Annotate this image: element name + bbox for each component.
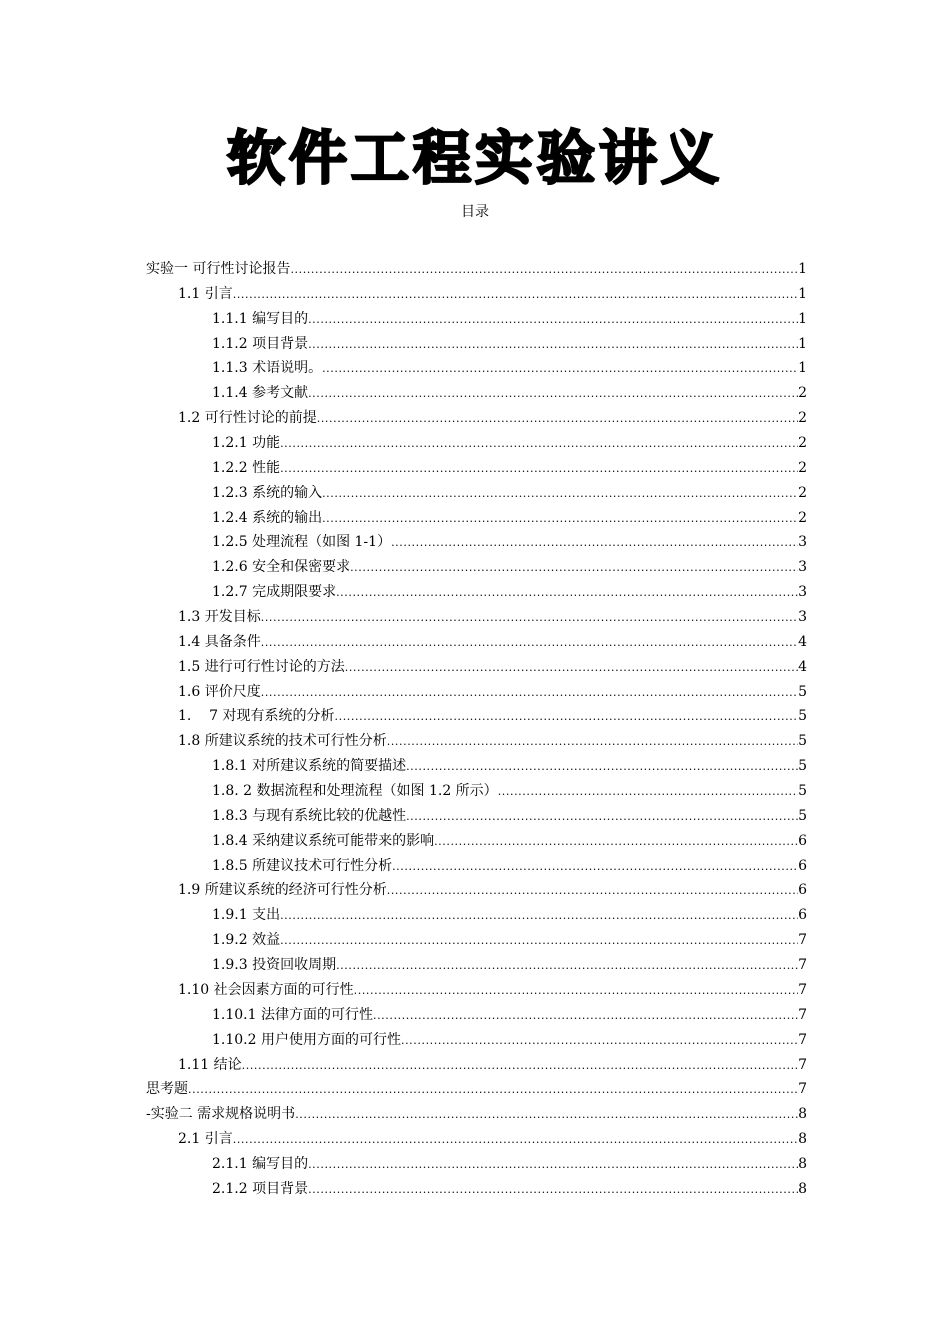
toc-entry-title: 1.2.2 性能: [212, 459, 281, 476]
toc-dot-leader: [354, 979, 798, 1003]
toc-entry-page: 7: [798, 1056, 807, 1073]
toc-entry-title: 1.2.5 处理流程（如图 1-1）: [212, 534, 392, 551]
toc-entry-page: 8: [798, 1155, 807, 1172]
toc-entry-page: 6: [798, 832, 807, 849]
toc-dot-leader: [233, 283, 798, 307]
toc-entry-page: 7: [798, 957, 807, 974]
page-title: 软件工程实验讲义: [226, 124, 723, 192]
toc-dot-leader: [336, 581, 798, 605]
toc-entry-title: -实验二 需求规格说明书: [146, 1106, 296, 1123]
toc-entry-page: 7: [798, 932, 807, 949]
toc-entry-page: 5: [798, 758, 807, 775]
toc-entry-page: 3: [798, 534, 807, 551]
toc-dot-leader: [308, 382, 798, 406]
toc-dot-leader: [322, 507, 798, 531]
toc-dot-leader: [317, 407, 798, 431]
toc-entry[interactable]: [146, 456, 807, 481]
toc-entry-title: 1.1.3 术语说明。: [212, 360, 323, 377]
toc-entry-page: 2: [798, 435, 807, 452]
toc-entry-title: 1.9.2 效益: [212, 932, 281, 949]
toc-entry-page: 8: [798, 1180, 807, 1197]
toc-entry-title: 1.8.3 与现有系统比较的优越性: [212, 807, 407, 824]
toc-entry-page: 3: [798, 559, 807, 576]
toc-entry[interactable]: [146, 1152, 807, 1177]
toc-entry-title: 1.8 所建议系统的技术可行性分析: [178, 733, 387, 750]
toc-dot-leader: [350, 556, 798, 580]
toc-dot-leader: [335, 705, 799, 729]
toc-dot-leader: [295, 1103, 798, 1127]
toc-entry-title: 1.1.2 项目背景: [212, 335, 309, 352]
toc-dot-leader: [308, 333, 798, 357]
toc-dot-leader: [188, 1078, 798, 1102]
toc-entry[interactable]: [146, 978, 807, 1003]
toc-entry-page: 8: [798, 1106, 807, 1123]
toc-entry[interactable]: [146, 332, 807, 357]
toc-entry-title: 1.10 社会因素方面的可行性: [178, 981, 354, 998]
toc-entry-page: 2: [798, 410, 807, 427]
toc-entry[interactable]: [146, 729, 807, 754]
toc-entry-title: 1.5 进行可行性讨论的方法: [178, 658, 345, 675]
toc-entry-title: 1.9.3 投资回收周期: [212, 957, 337, 974]
toc-dot-leader: [261, 631, 798, 655]
toc-entry-title: 1.2.4 系统的输出: [212, 509, 323, 526]
toc-entry-title: 1.2 可行性讨论的前提: [178, 410, 317, 427]
toc-entry-page: 7: [798, 981, 807, 998]
toc-entry-title: 1.1.1 编写目的: [212, 310, 309, 327]
toc-entry-title: 1.4 具备条件: [178, 633, 261, 650]
toc-entry-page: 2: [798, 459, 807, 476]
toc-entry[interactable]: [146, 704, 807, 729]
toc-entry-page: 6: [798, 857, 807, 874]
toc-entry-title: 1.10.1 法律方面的可行性: [212, 1006, 373, 1023]
toc-dot-leader: [261, 606, 798, 630]
toc-dot-leader: [308, 1153, 798, 1177]
table-of-contents: [146, 257, 807, 1202]
toc-entry-title: 1.8.1 对所建议系统的简要描述: [212, 758, 407, 775]
toc-entry-page: 4: [798, 658, 807, 675]
toc-dot-leader: [233, 1128, 798, 1152]
toc-entry[interactable]: [146, 257, 807, 282]
toc-entry-title: 1.6 评价尺度: [178, 683, 261, 700]
toc-entry-title: 1.8. 2 数据流程和处理流程（如图 1.2 所示）: [212, 783, 498, 800]
toc-dot-leader: [322, 357, 798, 381]
toc-entry[interactable]: [146, 655, 807, 680]
toc-dot-leader: [280, 457, 798, 481]
toc-entry-title: 1.10.2 用户使用方面的可行性: [212, 1031, 401, 1048]
toc-dot-leader: [498, 780, 798, 804]
toc-entry-page: 7: [798, 1031, 807, 1048]
toc-entry[interactable]: [146, 580, 807, 605]
toc-entry-page: 1: [798, 261, 807, 277]
toc-dot-leader: [406, 805, 798, 829]
toc-entry-page: 7: [798, 1081, 807, 1098]
toc-entry[interactable]: [146, 804, 807, 829]
toc-dot-leader: [322, 482, 798, 506]
toc-entry[interactable]: [146, 854, 807, 879]
toc-entry-page: 5: [798, 708, 807, 725]
toc-entry[interactable]: [146, 953, 807, 978]
toc-dot-leader: [308, 1178, 798, 1202]
toc-entry-title: 2.1.2 项目背景: [212, 1180, 309, 1197]
toc-entry[interactable]: [146, 481, 807, 506]
toc-entry-page: 5: [798, 733, 807, 750]
toc-entry-title: 1.1 引言: [178, 285, 233, 302]
toc-entry-title: 1.2.7 完成期限要求: [212, 584, 337, 601]
toc-entry[interactable]: [146, 530, 807, 555]
toc-dot-leader: [391, 531, 798, 555]
toc-entry[interactable]: [146, 406, 807, 431]
toc-dot-leader: [434, 830, 798, 854]
toc-entry-page: 8: [798, 1131, 807, 1148]
toc-entry-page: 6: [798, 907, 807, 924]
toc-dot-leader: [373, 1004, 798, 1028]
toc-entry[interactable]: [146, 1102, 807, 1127]
toc-entry-page: 1: [798, 360, 807, 377]
toc-entry-title: 1.11 结论: [178, 1056, 242, 1073]
toc-entry-title: 1.1.4 参考文献: [212, 385, 309, 402]
toc-entry[interactable]: [146, 903, 807, 928]
toc-entry-page: 7: [798, 1006, 807, 1023]
toc-entry-page: 3: [798, 609, 807, 626]
toc-dot-leader: [280, 432, 798, 456]
toc-entry[interactable]: [146, 1028, 807, 1053]
toc-entry-page: 6: [798, 882, 807, 899]
toc-dot-leader: [345, 656, 798, 680]
toc-entry[interactable]: [146, 1053, 807, 1078]
toc-dot-leader: [387, 879, 798, 903]
toc-entry-page: 5: [798, 783, 807, 800]
toc-entry-title: 1.9.1 支出: [212, 907, 281, 924]
toc-dot-leader: [387, 730, 798, 754]
toc-entry[interactable]: [146, 605, 807, 630]
toc-dot-leader: [406, 755, 798, 779]
toc-entry-title: 1.9 所建议系统的经济可行性分析: [178, 882, 387, 899]
toc-entry[interactable]: [146, 829, 807, 854]
toc-entry[interactable]: [146, 431, 807, 456]
toc-entry-page: 2: [798, 385, 807, 402]
toc-entry[interactable]: [146, 307, 807, 332]
toc-dot-leader: [290, 258, 798, 282]
toc-entry-title: 2.1 引言: [178, 1131, 233, 1148]
toc-dot-leader: [392, 855, 798, 879]
toc-heading: 目录: [461, 204, 489, 220]
toc-entry[interactable]: [146, 630, 807, 655]
toc-entry[interactable]: [146, 754, 807, 779]
toc-entry-title: 1.2.1 功能: [212, 435, 281, 452]
toc-entry-title: 2.1.1 编写目的: [212, 1155, 309, 1172]
toc-entry-page: 1: [798, 335, 807, 352]
toc-entry-title: 实验一 可行性讨论报告: [146, 261, 291, 277]
toc-entry[interactable]: [146, 928, 807, 953]
toc-entry-page: 1: [798, 310, 807, 327]
toc-entry[interactable]: [146, 680, 807, 705]
toc-entry-page: 2: [798, 484, 807, 501]
toc-entry[interactable]: [146, 555, 807, 580]
toc-entry-title: 1.2.6 安全和保密要求: [212, 559, 351, 576]
toc-entry-title: 1.8.5 所建议技术可行性分析: [212, 857, 393, 874]
toc-dot-leader: [261, 681, 798, 705]
toc-entry[interactable]: [146, 506, 807, 531]
toc-entry-title: 1.2.3 系统的输入: [212, 484, 323, 501]
toc-entry[interactable]: [146, 282, 807, 307]
toc-dot-leader: [280, 904, 798, 928]
toc-dot-leader: [308, 308, 798, 332]
toc-entry-page: 5: [798, 807, 807, 824]
toc-entry[interactable]: [146, 1177, 807, 1202]
toc-entry-title: 1. 7 对现有系统的分析: [178, 708, 335, 725]
toc-entry-page: 1: [798, 285, 807, 302]
toc-dot-leader: [280, 929, 798, 953]
toc-dot-leader: [401, 1029, 798, 1053]
toc-entry-page: 4: [798, 633, 807, 650]
toc-entry-title: 1.3 开发目标: [178, 609, 261, 626]
toc-entry[interactable]: [146, 381, 807, 406]
toc-dot-leader: [336, 954, 798, 978]
toc-entry[interactable]: [146, 878, 807, 903]
toc-entry[interactable]: [146, 1077, 807, 1102]
toc-entry[interactable]: [146, 356, 807, 381]
toc-entry-page: 3: [798, 584, 807, 601]
toc-entry-title: 思考题: [146, 1081, 188, 1098]
toc-entry[interactable]: [146, 779, 807, 804]
toc-entry-page: 2: [798, 509, 807, 526]
toc-entry[interactable]: [146, 1127, 807, 1152]
toc-entry-page: 5: [798, 683, 807, 700]
toc-dot-leader: [242, 1054, 798, 1078]
toc-entry-title: 1.8.4 采纳建议系统可能带来的影响: [212, 832, 435, 849]
toc-entry[interactable]: [146, 1003, 807, 1028]
